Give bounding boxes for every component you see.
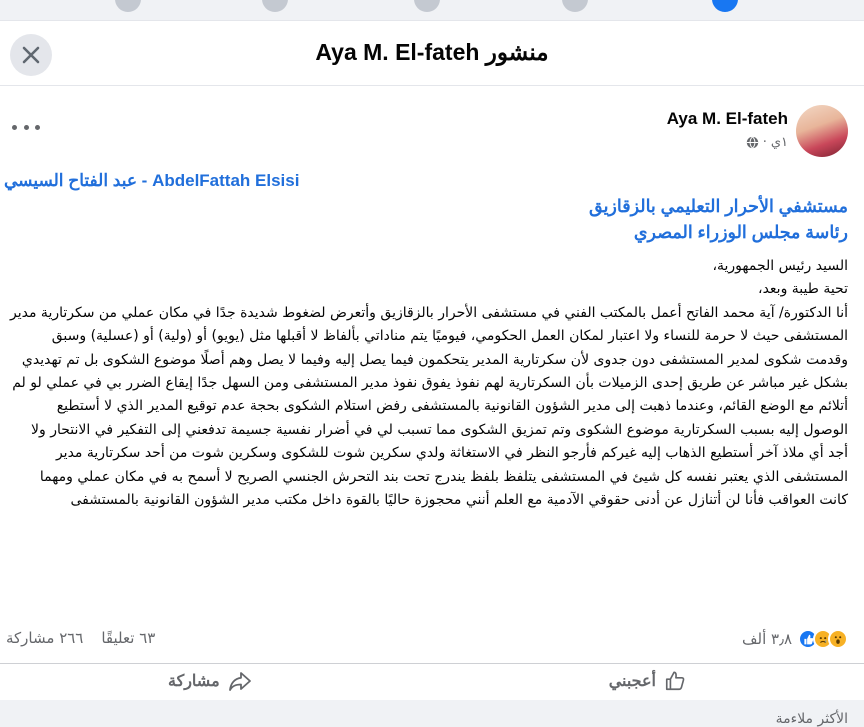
share-label: مشاركة <box>168 673 220 690</box>
marketplace-nav-icon[interactable] <box>562 0 588 12</box>
share-arrow-icon <box>228 670 252 692</box>
post-paragraph: تحية طيبة وبعد، <box>758 281 848 298</box>
tagged-people-link[interactable]: AbdelFattah Elsisi - عبد الفتاح السيسي <box>4 171 300 190</box>
post-body <box>8 255 848 512</box>
post-stats <box>0 629 864 657</box>
comment-sort-label[interactable]: الأكثر ملاءمة <box>775 711 848 727</box>
wow-icon <box>828 629 848 649</box>
author-name[interactable]: Aya M. El-fateh <box>666 109 788 128</box>
gaming-nav-icon[interactable] <box>115 0 141 12</box>
top-nav-bar <box>0 0 864 20</box>
globe-icon <box>746 136 759 149</box>
post-paragraph: السيد رئيس الجمهورية، <box>712 258 848 274</box>
avatar[interactable] <box>796 105 848 157</box>
like-button[interactable] <box>609 670 686 692</box>
more-options-button[interactable] <box>12 117 40 137</box>
comments-count[interactable]: ٦٣ تعليقًا <box>101 629 156 647</box>
post-paragraph: أنا الدكتورة/ آية محمد الفاتح أعمل بالمكتب الفني في مستشفى الأحرار بالزقازيق وأتعرض لضغوط شديدة جدًا في مكان عملي من سكرتارية مدير المستشفى حيث لا حرمة للنساء ولا اعتبار لمكان العمل الحكومي، فيوميًا يتم مناداتي بألفاظ لا أقبلها مثل (يويو) أو (ولية) أو (عسلية) وسبق وقدمت شكوى لمدير المستشفى دون جدوى لأن سكرتارية المدير يتحكمون فيما يصل إليه وفيما لا يصل وهم أصلًا موضوع الشكوى بل تم تهديدي بشكل غير مباشر عن طريق إحدى الزميلات بأن السكرتارية لهم نفوذ يفوق نفوذ مدير المستشفى ومن السهل جدًا إيقاع الضرر بي في عملي لو لم أتلائم مع الوضع القائم، وعندما ذهبت إلى مدير الشؤون القانونية بالمستشفى رفض استلام الشكوى بحجة عدم توقيع المدير الذي لا أستطيع الوصول إليه بسبب السكرتارية موضوع الشكوى وتم تمزيق الشكوى مما تسبب لي في أضرار نفسية جسيمة تدفعني إلى التفكير في الانتحار ولا أجد أي ملاذ آخر أستطيع الذهاب إليه غيركم فأرجو النظر في الاستغاثة ولدي سكرين شوت للشكوى وسكرين شوت من أحد سكرتارية مدير المستشفى الذي يعتبر نفسه كل شيئ في المستشفى يتلفظ بلفظ يندرج تحت بند التحرش الجنسي الصريح لا أسمح به في مكان عملي ومهما كانت العواقب فأنا لن أتنازل عن أدنى حقوقي الآدمية مع العلم أنني محجوزة حاليًا بالقوة داخل مكتب مدير الشؤون القانونية بالمستشفى <box>10 304 848 509</box>
thumbs-up-icon <box>664 670 686 692</box>
shares-count[interactable]: ٢٦٦ مشاركة <box>6 629 84 647</box>
groups-nav-icon[interactable] <box>262 0 288 12</box>
post-meta: ١ي · <box>746 135 788 150</box>
more-dots-icon <box>12 125 17 130</box>
tag-link[interactable]: رئاسة مجلس الوزراء المصري <box>633 222 848 242</box>
tagged-pages <box>589 193 848 245</box>
share-button[interactable] <box>168 670 252 692</box>
like-label: أعجبني <box>608 673 656 690</box>
watch-nav-icon[interactable] <box>414 0 440 12</box>
post-header <box>0 99 864 169</box>
post-dialog <box>0 20 864 727</box>
reactions-count[interactable]: ٣٫٨ ألف <box>741 630 792 648</box>
home-nav-icon[interactable] <box>712 0 738 12</box>
post-actions <box>0 663 864 697</box>
post-time[interactable]: ١ي <box>770 135 788 150</box>
reactions-summary[interactable] <box>742 629 848 649</box>
dialog-header <box>0 21 864 86</box>
dialog-title: منشور Aya M. El-fateh <box>315 39 549 65</box>
tag-link[interactable]: مستشفي الأحرار التعليمي بالزقازيق <box>588 196 848 216</box>
